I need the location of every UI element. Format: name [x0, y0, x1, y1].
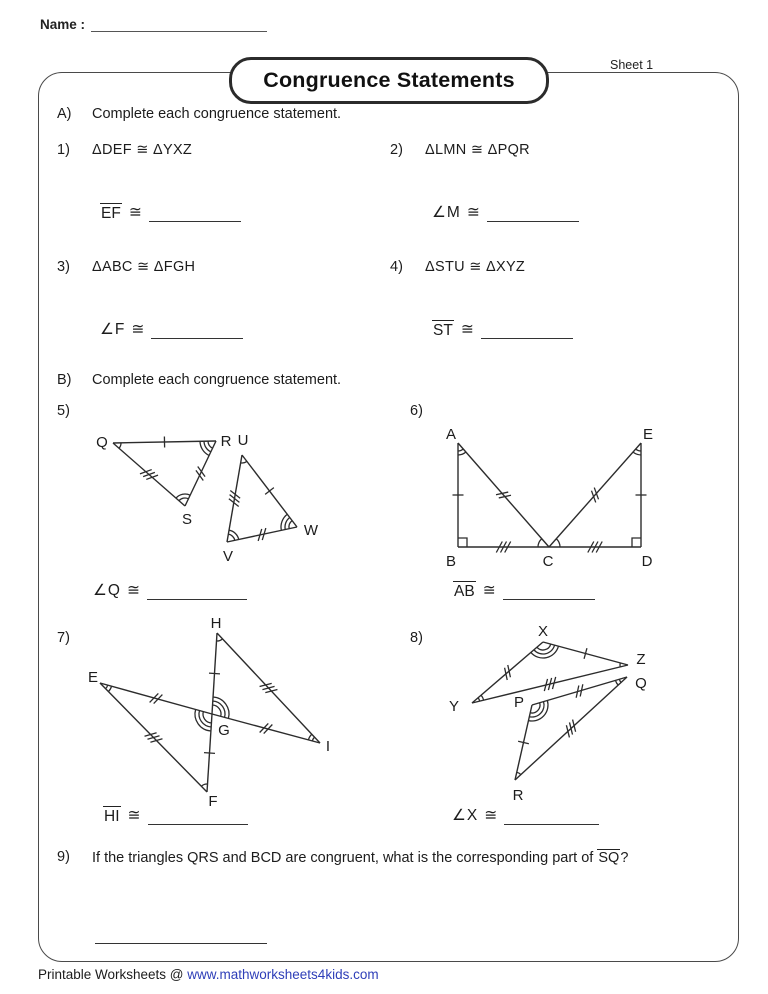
angle-arc — [108, 686, 111, 691]
triangle-diagram-5 — [80, 420, 340, 572]
vertex-label: Q — [96, 434, 108, 451]
tick-mark — [150, 692, 159, 704]
problem-6-number: 6) — [410, 403, 423, 419]
angle-arc — [481, 695, 484, 700]
problem-3-number: 3) — [57, 259, 70, 275]
section-a-label: A) — [57, 106, 72, 122]
tick-mark — [264, 723, 273, 735]
answer-blank-8[interactable] — [504, 807, 599, 825]
vertex-label: R — [220, 433, 232, 450]
problem-8-number: 8) — [410, 630, 423, 646]
vertex-label: Z — [636, 651, 646, 668]
tick-group — [542, 677, 559, 691]
triangle-side — [549, 443, 641, 547]
angle-arc — [556, 539, 560, 547]
section-a-instruction: Complete each congruence statement. — [92, 106, 342, 122]
answer-3-angle: F — [114, 321, 125, 338]
section-b-header — [57, 372, 341, 388]
vertex-label: X — [537, 623, 549, 640]
angle-arc — [538, 539, 542, 547]
name-label: Name : — [40, 17, 86, 32]
vertex-label: G — [218, 722, 230, 739]
problem-2-statement: 2) ΔLMN ≅ ΔPQR — [390, 142, 530, 158]
footer-link[interactable]: www.mathworksheets4kids.com — [187, 967, 379, 982]
vertex-label: Q — [635, 675, 647, 692]
answer-blank-3[interactable] — [151, 321, 243, 339]
angle-arc — [217, 639, 223, 641]
answer-4: ST ≅ — [432, 320, 573, 339]
triangle-side — [458, 443, 549, 547]
angle-arc — [619, 679, 621, 682]
problem-7-number: 7) — [57, 630, 70, 646]
triangle-diagram-7 — [75, 610, 355, 815]
answer-8: ∠ X ≅ — [452, 806, 599, 825]
problem-9 — [57, 849, 752, 869]
angle-arc — [636, 449, 641, 451]
problem-1-statement: 1) ΔDEF ≅ ΔYXZ — [57, 142, 193, 158]
triangle-diagram-6 — [430, 420, 670, 572]
vertex-label: F — [208, 793, 218, 810]
name-input-line[interactable] — [91, 13, 267, 32]
problem-3-statement: 3) ΔABC ≅ ΔFGH — [57, 259, 196, 275]
tick-group — [265, 488, 274, 495]
problem-1-number: 1) — [57, 142, 70, 158]
vertex-label: A — [445, 426, 457, 443]
problem-9-question: If the triangles QRS and BCD are congruent, what is the corresponding part of SQ? — [92, 850, 629, 866]
answer-5: ∠ Q ≅ — [93, 581, 247, 600]
angle-arc — [241, 461, 247, 463]
footer — [38, 967, 379, 982]
angle-arc — [633, 452, 641, 455]
right-angle-mark — [458, 538, 467, 547]
answer-8-angle: X — [466, 807, 478, 824]
worksheet-title-text: Congruence Statements — [263, 68, 515, 92]
angle-arc — [458, 449, 463, 451]
answer-7: HI ≅ — [103, 806, 248, 825]
tick-group — [209, 673, 220, 674]
vertex-label: R — [512, 787, 524, 803]
answer-blank-5[interactable] — [147, 582, 247, 600]
answer-6-segment: AB — [454, 583, 475, 600]
answer-2-angle: M — [446, 204, 460, 221]
vertex-label: V — [222, 548, 234, 565]
answer-3: ∠ F ≅ — [100, 320, 243, 339]
answer-5-angle: Q — [107, 582, 120, 599]
vertex-label: I — [325, 738, 331, 755]
triangle-side — [185, 441, 216, 506]
answer-2: ∠ M ≅ — [432, 203, 579, 222]
angle-arc — [615, 680, 618, 685]
section-b-label: B) — [57, 372, 72, 388]
tick-mark — [265, 488, 274, 495]
tick-group — [228, 490, 241, 506]
angle-arc — [458, 452, 466, 455]
sheet-number: Sheet 1 — [610, 58, 654, 72]
vertex-label: E — [642, 426, 654, 443]
problem-5-number: 5) — [57, 403, 70, 419]
answer-blank-6[interactable] — [503, 582, 595, 600]
vertex-label: Y — [448, 698, 460, 715]
angle-arc — [228, 534, 234, 540]
answer-7-segment: HI — [104, 808, 120, 825]
answer-6: AB ≅ — [453, 581, 595, 600]
tick-group — [204, 753, 215, 754]
answer-4-segment: ST — [433, 322, 453, 339]
vertex-label: E — [87, 669, 99, 686]
triangle-side — [100, 683, 212, 714]
tick-mark — [204, 753, 215, 754]
vertex-label: S — [181, 511, 193, 528]
section-b-instruction: Complete each congruence statement. — [92, 372, 342, 388]
answer-blank-4[interactable] — [481, 321, 573, 339]
problem-4-statement: 4) ΔSTU ≅ ΔXYZ — [390, 259, 526, 275]
angle-arc — [119, 443, 121, 448]
angle-arc — [106, 685, 108, 689]
vertex-label: U — [237, 432, 249, 449]
vertex-label: B — [445, 553, 457, 570]
answer-blank-1[interactable] — [149, 204, 241, 222]
problem-9-number: 9) — [57, 849, 70, 865]
vertex-label: C — [542, 553, 554, 570]
angle-arc — [308, 734, 311, 740]
right-angle-mark — [632, 538, 641, 547]
vertex-label: H — [210, 615, 222, 632]
triangle-diagram-8 — [430, 618, 670, 803]
answer-blank-7[interactable] — [148, 807, 248, 825]
tick-mark — [154, 693, 163, 705]
vertex-label: W — [303, 522, 319, 539]
worksheet-title — [229, 57, 549, 104]
tick-mark — [209, 673, 220, 674]
vertex-label: D — [641, 553, 653, 570]
angle-arc — [517, 772, 521, 774]
answer-blank-9[interactable] — [95, 926, 267, 944]
footer-text: Printable Worksheets @ — [38, 967, 188, 982]
name-row — [40, 13, 267, 32]
answer-blank-2[interactable] — [487, 204, 579, 222]
angle-arc — [208, 441, 213, 448]
tick-mark — [260, 722, 269, 734]
angle-arc — [201, 784, 207, 786]
problem-4-number: 4) — [390, 259, 403, 275]
problem-9-segment: SQ — [598, 850, 620, 866]
answer-1: EF ≅ — [100, 203, 241, 222]
answer-1-segment: EF — [101, 205, 121, 222]
problem-2-number: 2) — [390, 142, 403, 158]
angle-arc — [312, 737, 314, 741]
section-a-header — [57, 106, 341, 122]
vertex-label: P — [513, 694, 525, 711]
